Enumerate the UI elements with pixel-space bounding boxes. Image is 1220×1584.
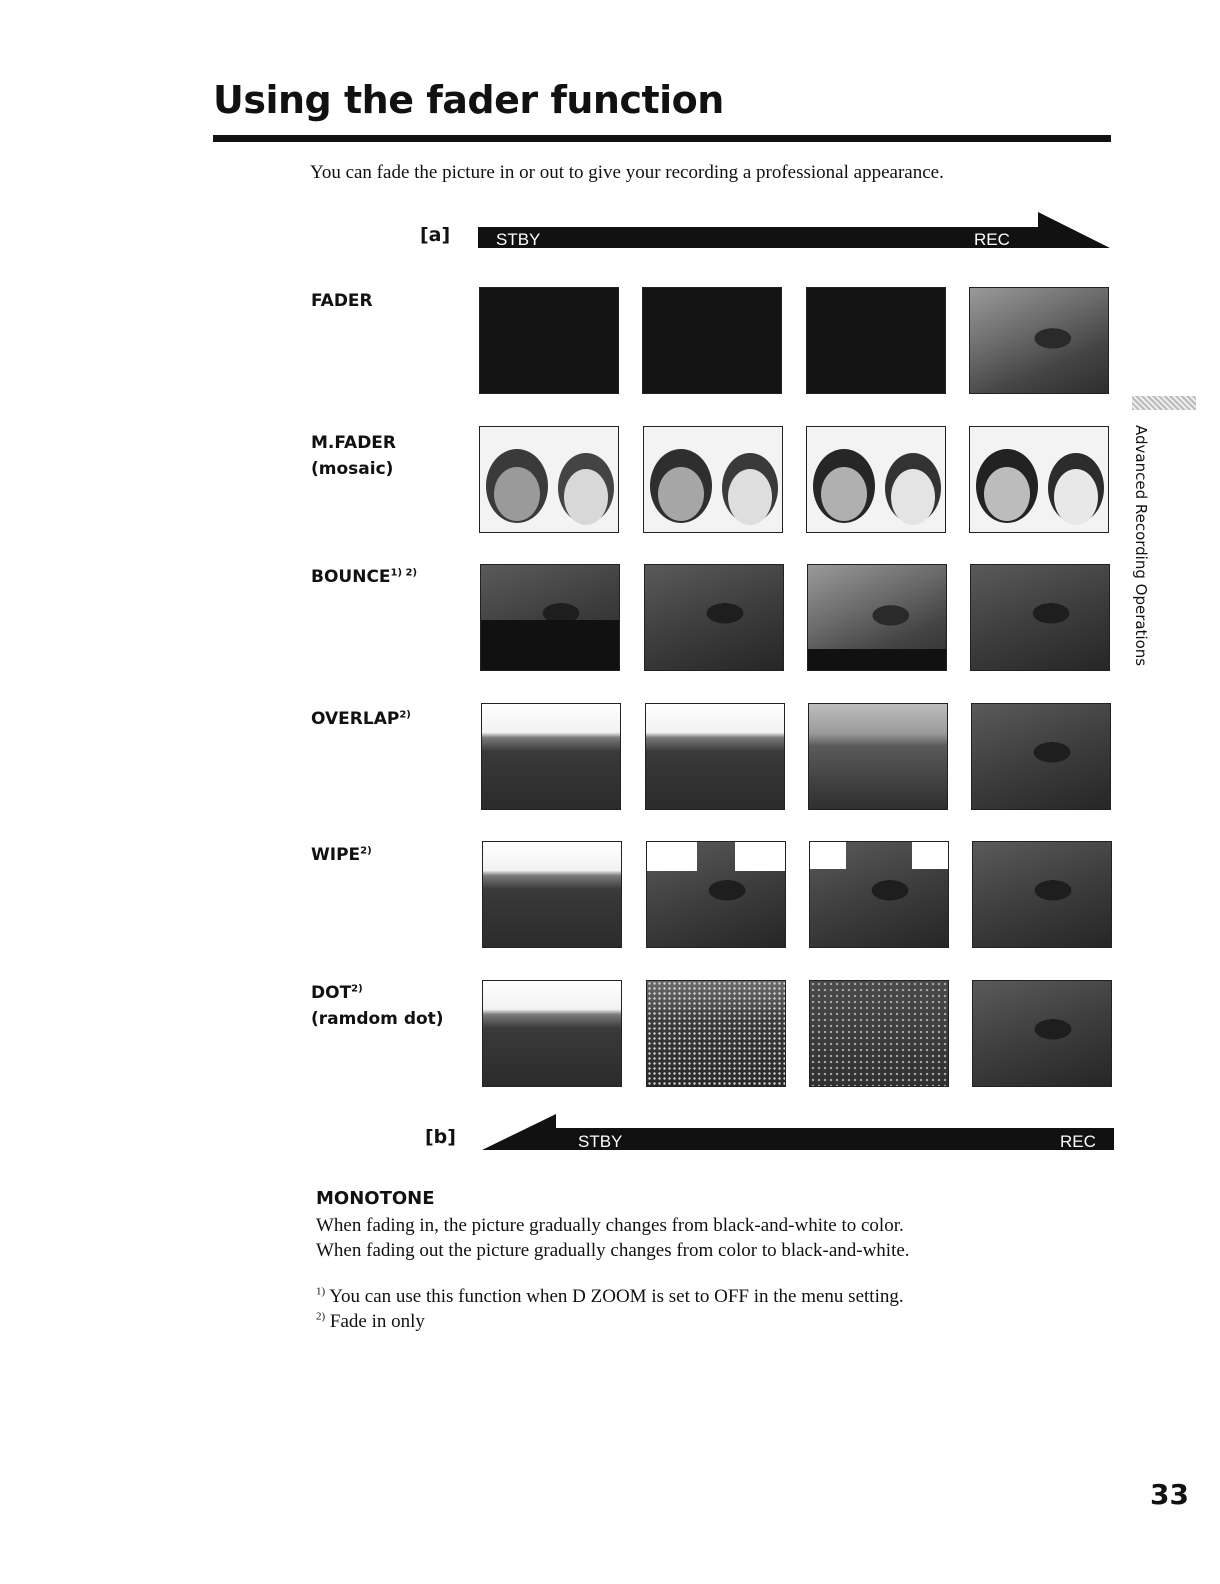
stby-rec-arrow-b bbox=[482, 1110, 1114, 1152]
row-label-mfader-sub: (mosaic) bbox=[311, 459, 394, 479]
overlap-frame-2 bbox=[645, 703, 785, 810]
dot-frame-4 bbox=[972, 980, 1112, 1087]
wipe-frame-4 bbox=[972, 841, 1112, 948]
row-label-bounce-sup: 1) 2) bbox=[390, 567, 418, 579]
bar-b-label: [b] bbox=[425, 1126, 456, 1148]
fader-frame-2 bbox=[642, 287, 782, 394]
fader-frame-1 bbox=[479, 287, 619, 394]
footnote-2-mark: 2) bbox=[316, 1310, 326, 1323]
wipe-frame-3 bbox=[809, 841, 949, 948]
bar-a-start: STBY bbox=[496, 230, 541, 249]
row-label-overlap-sup: 2) bbox=[399, 709, 411, 721]
footnote-1 bbox=[316, 1286, 904, 1308]
row-label-dot-sub: (ramdom dot) bbox=[311, 1009, 444, 1029]
footnote-2-text: Fade in only bbox=[325, 1311, 425, 1332]
page-title: Using the fader function bbox=[213, 78, 724, 122]
row-label-fader-text: FADER bbox=[311, 291, 373, 311]
row-label-dot-sup: 2) bbox=[351, 983, 363, 995]
row-label-dot bbox=[311, 980, 444, 1032]
overlap-frame-4 bbox=[971, 703, 1111, 810]
overlap-frame-3 bbox=[808, 703, 948, 810]
footnote-1-mark: 1) bbox=[316, 1285, 326, 1298]
section-tab-label: Advanced Recording Operations bbox=[1132, 425, 1150, 667]
footnote-2 bbox=[316, 1311, 425, 1333]
section-tab-marker bbox=[1132, 396, 1196, 410]
page-number: 33 bbox=[1150, 1478, 1189, 1511]
mfader-frame-2 bbox=[643, 426, 783, 533]
bounce-frame-4 bbox=[970, 564, 1110, 671]
bounce-frame-1 bbox=[480, 564, 620, 671]
bounce-frame-2 bbox=[644, 564, 784, 671]
bar-a-label: [a] bbox=[420, 224, 451, 246]
mfader-frame-1 bbox=[479, 426, 619, 533]
footnote-1-text: You can use this function when D ZOOM is set to OFF in the menu setting. bbox=[325, 1286, 904, 1307]
monotone-line-2: When fading out the picture gradually changes from color to black-and-white. bbox=[316, 1240, 910, 1261]
row-label-wipe-text: WIPE bbox=[311, 845, 361, 865]
row-label-dot-text: DOT bbox=[311, 983, 352, 1003]
row-label-fader bbox=[311, 288, 373, 314]
row-label-wipe-sup: 2) bbox=[360, 845, 372, 857]
fader-frame-3 bbox=[806, 287, 946, 394]
bounce-frame-3 bbox=[807, 564, 947, 671]
dot-frame-3 bbox=[809, 980, 949, 1087]
bar-b-start: STBY bbox=[578, 1132, 623, 1151]
wipe-frame-1 bbox=[482, 841, 622, 948]
dot-frame-2 bbox=[646, 980, 786, 1087]
monotone-description bbox=[316, 1213, 1076, 1263]
row-label-overlap bbox=[311, 706, 411, 732]
row-label-bounce-text: BOUNCE bbox=[311, 567, 391, 587]
intro-text: You can fade the picture in or out to give your recording a professional appearance. bbox=[310, 162, 944, 183]
row-label-mfader-text: M.FADER bbox=[311, 433, 397, 453]
row-label-bounce bbox=[311, 564, 417, 590]
wipe-frame-2 bbox=[646, 841, 786, 948]
stby-rec-arrow-a bbox=[478, 210, 1110, 250]
row-label-wipe bbox=[311, 842, 372, 868]
monotone-line-1: When fading in, the picture gradually changes from black-and-white to color. bbox=[316, 1215, 904, 1236]
mfader-frame-4 bbox=[969, 426, 1109, 533]
monotone-heading: MONOTONE bbox=[316, 1188, 435, 1209]
row-label-overlap-text: OVERLAP bbox=[311, 709, 400, 729]
fader-frame-4 bbox=[969, 287, 1109, 394]
bar-a-end: REC bbox=[974, 230, 1010, 249]
bar-b-end: REC bbox=[1060, 1132, 1096, 1151]
overlap-frame-1 bbox=[481, 703, 621, 810]
dot-frame-1 bbox=[482, 980, 622, 1087]
row-label-mfader bbox=[311, 430, 396, 482]
mfader-frame-3 bbox=[806, 426, 946, 533]
title-rule bbox=[213, 135, 1111, 142]
